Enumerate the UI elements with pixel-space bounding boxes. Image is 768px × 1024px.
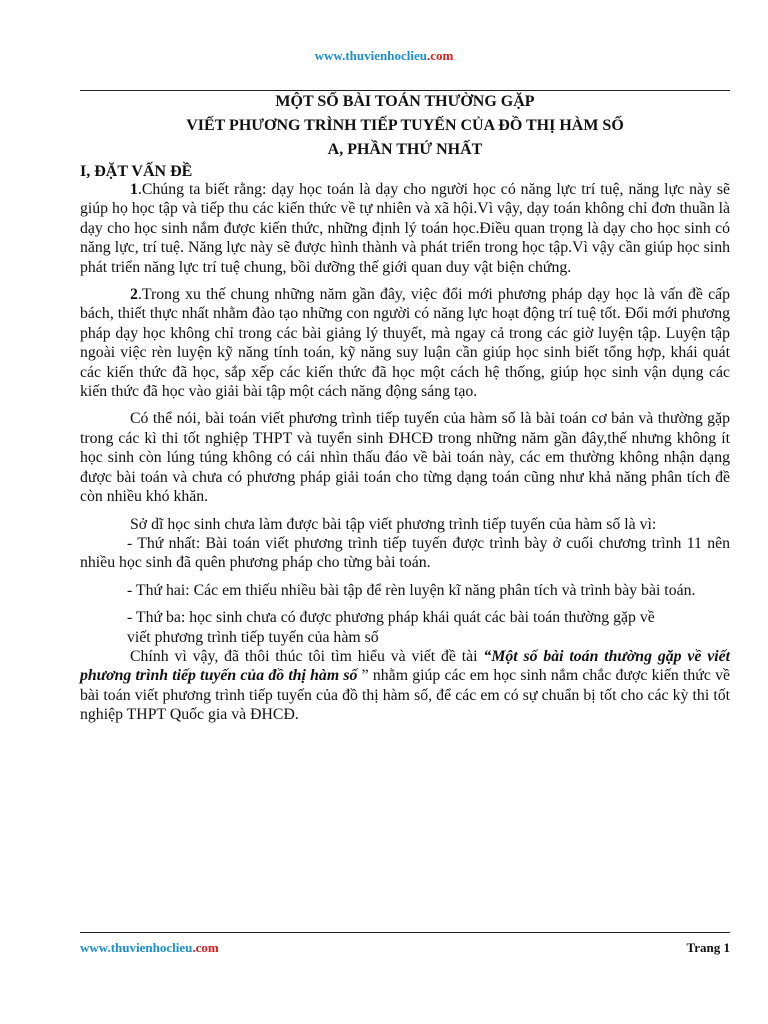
header-website-link[interactable] (0, 48, 768, 64)
paragraph-5-rest: nhằm giúp các em học sinh nắm chắc được kiến thức về bài toán viết phương trình tiếp tuyến của đồ thị hàm số, để các em có sự chuẩn bị tốt cho các kỳ thi tốt nghiệp THPT Quốc gia và ĐHCĐ. (80, 667, 730, 724)
paragraph-1-text: .Chúng ta biết rằng: dạy học toán là dạy cho người học có năng lực trí tuệ, năng lực này sẽ giúp họ học tập và tiếp thu các kiến thức về tự nhiên và xã hội.Vì vậy, dạy toán không chỉ đơn thuần là dạy cho học sinh nắm được kiến thức, những định lý toán học.Điều quan trọng là dạy cho học sinh có năng lực, trí tuệ. Năng lực này sẽ được hình thành và phát triển trong học tập.Vì vậy cần giúp học sinh phát triển năng lực trí tuệ chung, bồi dưỡng thế giới quan duy vật biện chứng. (80, 181, 730, 276)
title-line-3: A, PHẦN THỨ NHẤT (327, 141, 483, 158)
paragraph-2 (80, 285, 730, 401)
bullet-item-1: - Thứ nhất: Bài toán viết phương trình tiếp tuyến được trình bày ở cuối chương trình 11 nên nhiều học sinh đã quên phương pháp cho từng bài toán. (80, 534, 730, 572)
paragraph-1-number: 1 (130, 181, 138, 198)
footer-website-link[interactable] (80, 940, 219, 956)
bullet-item-2: - Thứ hai: Các em thiếu nhiều bài tập để rèn luyện kĩ năng phân tích và trình bày bài toán. (127, 581, 696, 599)
document-titles (80, 90, 730, 162)
footer-site-name: www.thuvienhoclieu (80, 940, 193, 955)
paragraph-1 (80, 180, 730, 277)
paragraph-5-intro: Chính vì vậy, đã thôi thúc tôi tìm hiểu và viết đề tài (130, 647, 484, 665)
section-heading: I, ĐẶT VẤN ĐỀ (80, 163, 193, 180)
quote-close: ” (357, 667, 369, 685)
document-body (80, 180, 730, 725)
footer-site-domain: .com (192, 940, 219, 955)
quote-open: “ (483, 647, 492, 665)
topic-title: Một số bài toán thường gặp về viết phương trình tiếp tuyến của đồ thị hàm số (80, 647, 731, 685)
header-site-domain: .com (426, 48, 454, 63)
title-line-1: MỘT SỐ BÀI TOÁN THƯỜNG GẶP (275, 93, 535, 110)
bullet-item-3: - Thứ ba: học sinh chưa có được phương pháp khái quát các bài toán thường gặp về (127, 609, 655, 627)
bullet-item-3-continuation: viết phương trình tiếp tuyến của hàm số (127, 628, 379, 646)
footer-divider (80, 932, 730, 933)
paragraph-4: Sở dĩ học sinh chưa làm được bài tập viết phương trình tiếp tuyến của hàm số là vì: (130, 515, 657, 533)
paragraph-3: Có thể nói, bài toán viết phương trình tiếp tuyến của hàm số là bài toán cơ bản và thường gặp trong các kì thi tốt nghiệp THPT và tuyển sinh ĐHCĐ trong những năm gần đây,thế nhưng không ít học sinh còn lúng túng không có cái nhìn thấu đáo về bài toán này, các em thường không nhận dạng được bài toán và chưa có phương pháp giải toán cho từng dạng toán cũng như khả năng phân tích đề còn nhiều khó khăn. (80, 410, 730, 506)
title-line-2: VIẾT PHƯƠNG TRÌNH TIẾP TUYẾN CỦA ĐỒ THỊ HÀM SỐ (186, 117, 624, 134)
paragraph-5 (80, 647, 730, 725)
paragraph-2-text: .Trong xu thế chung những năm gần đây, việc đổi mới phương pháp dạy học là vấn đề cấp bách, thiết thực nhất nhằm đào tạo những con người có năng lực hoạt động trí tuệ tốt. Đổi mới phương pháp dạy học không chỉ trong các bài giảng lý thuyết, mà ngay cả trong các giờ luyện tập. Luyện tập ngoài việc rèn luyện kỹ năng tính toán, kỹ năng suy luận cần giúp học sinh biết tổng hợp, khái quát các kiến thức đã học, sắp xếp các kiến thức đã học một cách hệ thống, giúp học sinh vận dụng các kiến thức đã học vào giải bài tập một cách năng động sáng tạo. (80, 286, 730, 401)
header-site-name: www.thuvienhoclieu (314, 48, 427, 63)
page-number: Trang 1 (686, 940, 730, 955)
paragraph-2-number: 2 (130, 286, 138, 304)
